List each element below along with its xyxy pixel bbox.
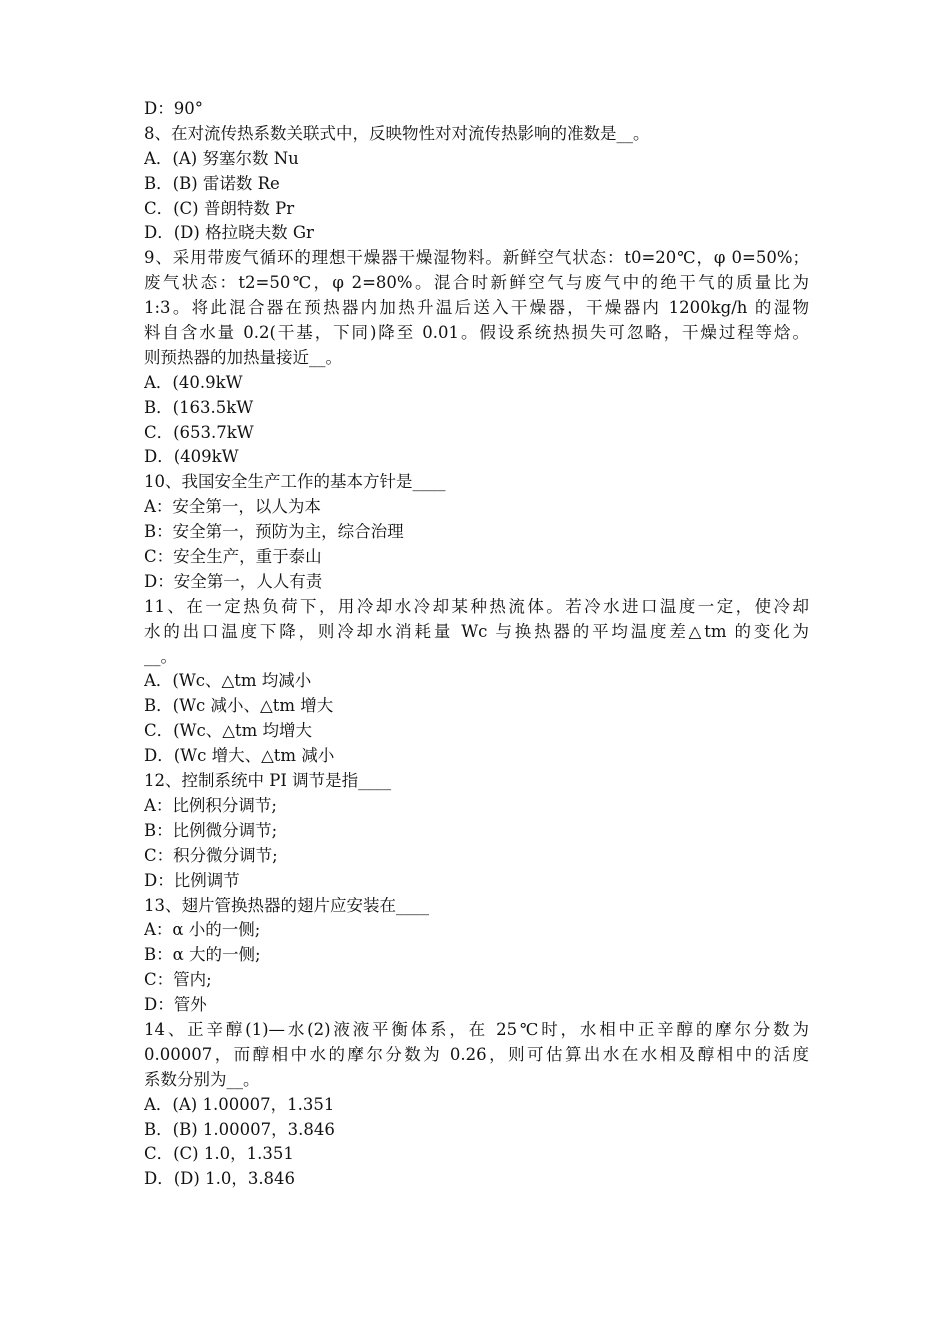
option-line: D：比例调节 xyxy=(144,870,240,890)
question-14-stem: 0.00007，而醇相中水的摩尔分数为 0.26，则可估算出水在水相及醇相中的活度 xyxy=(144,1044,809,1064)
option-line: D：管外 xyxy=(144,995,207,1015)
option-line: A．(Wc、△tm 均减小 xyxy=(144,671,312,691)
option-line: B．(Wc 减小、△tm 增大 xyxy=(144,696,334,716)
option-line: C：积分微分调节; xyxy=(144,845,278,865)
question-11-stem: 11、在一定热负荷下，用冷却水冷却某种热流体。若冷水进口温度一定，使冷却 xyxy=(144,596,809,616)
document-text xyxy=(144,97,809,1192)
option-line: A．(A) 1.00007，1.351 xyxy=(144,1094,335,1114)
question-9-stem: 1:3。将此混合器在预热器内加热升温后送入干燥器，干燥器内 1200kg/h 的湿物 xyxy=(144,298,809,318)
option-line: D：安全第一，人人有责 xyxy=(144,571,323,591)
option-line: B．(B) 雷诺数 Re xyxy=(144,173,280,193)
option-line: B：比例微分调节; xyxy=(144,820,278,840)
question-9-stem: 料自含水量 0.2(干基，下同)降至 0.01。假设系统热损失可忽略，干燥过程等焓。 xyxy=(144,323,809,343)
question-9-stem: 则预热器的加热量接近__。 xyxy=(144,347,342,367)
option-line: D．(D) 1.0，3.846 xyxy=(144,1169,296,1189)
question-9-stem: 废气状态：t2=50℃，φ 2=80%。混合时新鲜空气与废气中的绝干气的质量比为 xyxy=(144,273,809,293)
option-line: C：安全生产，重于泰山 xyxy=(144,547,322,567)
option-line: D．(409kW xyxy=(144,447,239,467)
option-line: B．(B) 1.00007，3.846 xyxy=(144,1119,335,1139)
option-line: A．(A) 努塞尔数 Nu xyxy=(144,148,299,168)
option-line: C．(653.7kW xyxy=(144,422,254,442)
question-14-stem: 系数分别为__。 xyxy=(144,1069,260,1089)
question-10-stem: 10、我国安全生产工作的基本方针是____ xyxy=(144,472,446,492)
option-line: D．(D) 格拉晓夫数 Gr xyxy=(144,223,314,243)
question-11-stem: 水的出口温度下降，则冷却水消耗量 Wc 与换热器的平均温度差△tm 的变化为 xyxy=(144,621,809,641)
option-line: D．(Wc 增大、△tm 减小 xyxy=(144,746,335,766)
option-line: A：比例积分调节; xyxy=(144,795,277,815)
question-8-stem: 8、在对流传热系数关联式中，反映物性对对流传热影响的准数是__。 xyxy=(144,123,650,143)
option-line: B：安全第一，预防为主，综合治理 xyxy=(144,522,404,542)
text-line: D：90° xyxy=(144,99,203,118)
question-11-stem: __。 xyxy=(144,646,177,666)
option-line: C．(C) 1.0，1.351 xyxy=(144,1144,294,1164)
question-12-stem: 12、控制系统中 PI 调节是指____ xyxy=(144,771,392,791)
option-line: C．(Wc、△tm 均增大 xyxy=(144,721,312,741)
question-9-stem: 9、采用带废气循环的理想干燥器干燥湿物料。新鲜空气状态：t0=20℃，φ 0=50%； xyxy=(144,248,809,268)
option-line: B．(163.5kW xyxy=(144,397,254,417)
question-13-stem: 13、翅片管换热器的翅片应安装在____ xyxy=(144,895,429,915)
option-line: C．(C) 普朗特数 Pr xyxy=(144,198,295,218)
option-line: A：安全第一，以人为本 xyxy=(144,497,321,517)
option-line: C：管内; xyxy=(144,970,212,990)
option-line: B：α 大的一侧; xyxy=(144,945,261,965)
option-line: A：α 小的一侧; xyxy=(144,920,261,940)
question-14-stem: 14、正辛醇(1)—水(2)液液平衡体系，在 25℃时，水相中正辛醇的摩尔分数为 xyxy=(144,1019,809,1039)
option-line: A．(40.9kW xyxy=(144,372,243,392)
